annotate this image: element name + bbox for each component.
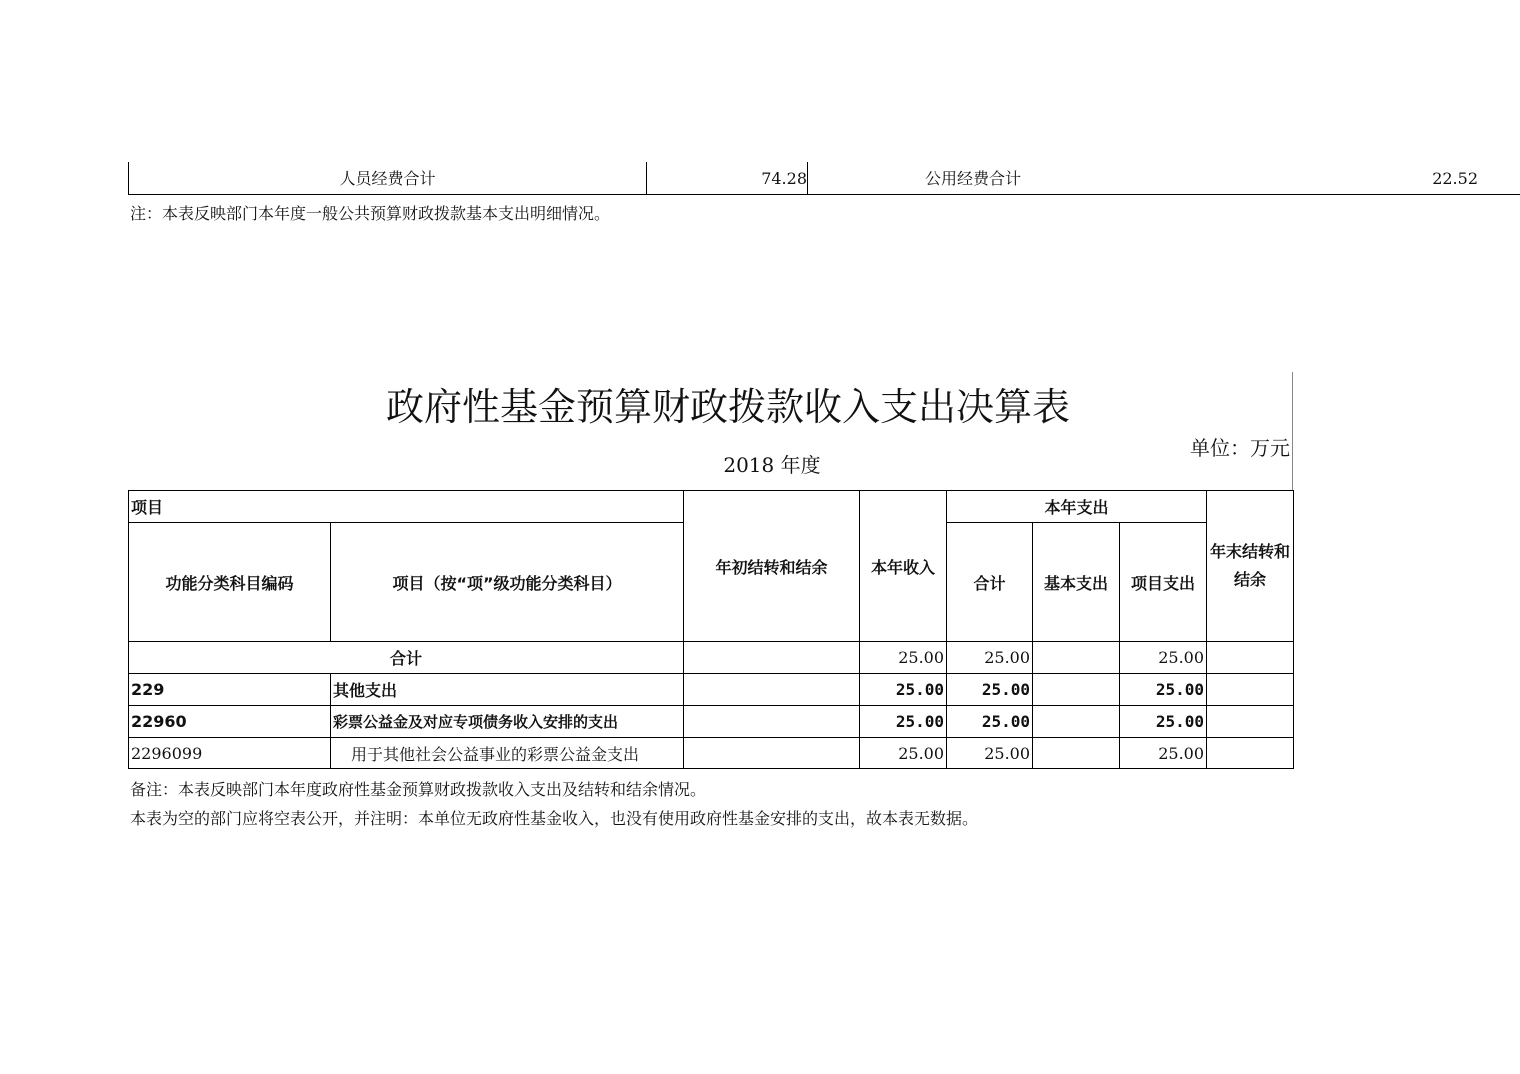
total-income: 25.00 bbox=[860, 642, 947, 674]
top-table-note: 注：本表反映部门本年度一般公共预算财政拨款基本支出明细情况。 bbox=[130, 204, 611, 223]
row-closing bbox=[1207, 674, 1294, 706]
row-basic bbox=[1033, 738, 1120, 769]
personnel-cost-value: 74.28 bbox=[647, 162, 808, 194]
total-row bbox=[129, 642, 1294, 674]
row-total: 25.00 bbox=[947, 738, 1033, 769]
row-project: 25.00 bbox=[1120, 738, 1207, 769]
row-code: 229 bbox=[129, 674, 331, 706]
total-basic bbox=[1033, 642, 1120, 674]
total-project: 25.00 bbox=[1120, 642, 1207, 674]
row-income: 25.00 bbox=[860, 738, 947, 769]
row-opening bbox=[684, 674, 860, 706]
header-closing-balance: 年末结转和结余 bbox=[1207, 491, 1294, 642]
public-cost-label: 公用经费合计 bbox=[924, 169, 1021, 188]
header-basic: 基本支出 bbox=[1033, 523, 1120, 642]
total-expenditure: 25.00 bbox=[947, 642, 1033, 674]
unit-label: 单位：万元 bbox=[1190, 436, 1290, 460]
total-label: 合计 bbox=[129, 642, 684, 674]
header-project-item: 项目（按“项”级功能分类科目） bbox=[331, 523, 684, 642]
row-name: 彩票公益金及对应专项债务收入安排的支出 bbox=[331, 706, 684, 738]
header-income: 本年收入 bbox=[860, 491, 947, 642]
row-total: 25.00 bbox=[947, 674, 1033, 706]
row-code: 2296099 bbox=[129, 738, 331, 769]
row-project: 25.00 bbox=[1120, 706, 1207, 738]
row-name: 其他支出 bbox=[331, 674, 684, 706]
total-closing bbox=[1207, 642, 1294, 674]
footnote-remark: 备注：本表反映部门本年度政府性基金预算财政拨款收入支出及结转和结余情况。 bbox=[130, 780, 707, 799]
row-basic bbox=[1033, 706, 1120, 738]
header-code: 功能分类科目编码 bbox=[129, 523, 331, 642]
table-header-row bbox=[129, 491, 1294, 523]
row-income: 25.00 bbox=[860, 674, 947, 706]
row-basic bbox=[1033, 674, 1120, 706]
header-total: 合计 bbox=[947, 523, 1033, 642]
table-row bbox=[129, 706, 1294, 738]
footnote-empty-table: 本表为空的部门应将空表公开，并注明：本单位无政府性基金收入，也没有使用政府性基金安排的支出，故本表无数据。 bbox=[130, 809, 979, 828]
row-total: 25.00 bbox=[947, 706, 1033, 738]
public-cost-value: 22.52 bbox=[1432, 169, 1478, 188]
personnel-cost-label: 人员经费合计 bbox=[129, 162, 647, 194]
row-closing bbox=[1207, 738, 1294, 769]
expense-summary-row bbox=[128, 162, 1520, 195]
row-income: 25.00 bbox=[860, 706, 947, 738]
header-opening-balance: 年初结转和结余 bbox=[684, 491, 860, 642]
header-project: 项目 bbox=[129, 491, 684, 523]
table-row bbox=[129, 738, 1294, 769]
row-opening bbox=[684, 738, 860, 769]
fund-budget-table bbox=[128, 490, 1294, 769]
row-closing bbox=[1207, 706, 1294, 738]
header-project-expenditure: 项目支出 bbox=[1120, 523, 1207, 642]
header-expenditure: 本年支出 bbox=[947, 491, 1207, 523]
document-year: 2018 年度 bbox=[723, 453, 821, 477]
table-row bbox=[129, 674, 1294, 706]
document-title: 政府性基金预算财政拨款收入支出决算表 bbox=[385, 385, 1070, 429]
row-code: 22960 bbox=[129, 706, 331, 738]
row-name: 用于其他社会公益事业的彩票公益金支出 bbox=[331, 738, 684, 769]
row-opening bbox=[684, 706, 860, 738]
row-project: 25.00 bbox=[1120, 674, 1207, 706]
total-opening bbox=[684, 642, 860, 674]
